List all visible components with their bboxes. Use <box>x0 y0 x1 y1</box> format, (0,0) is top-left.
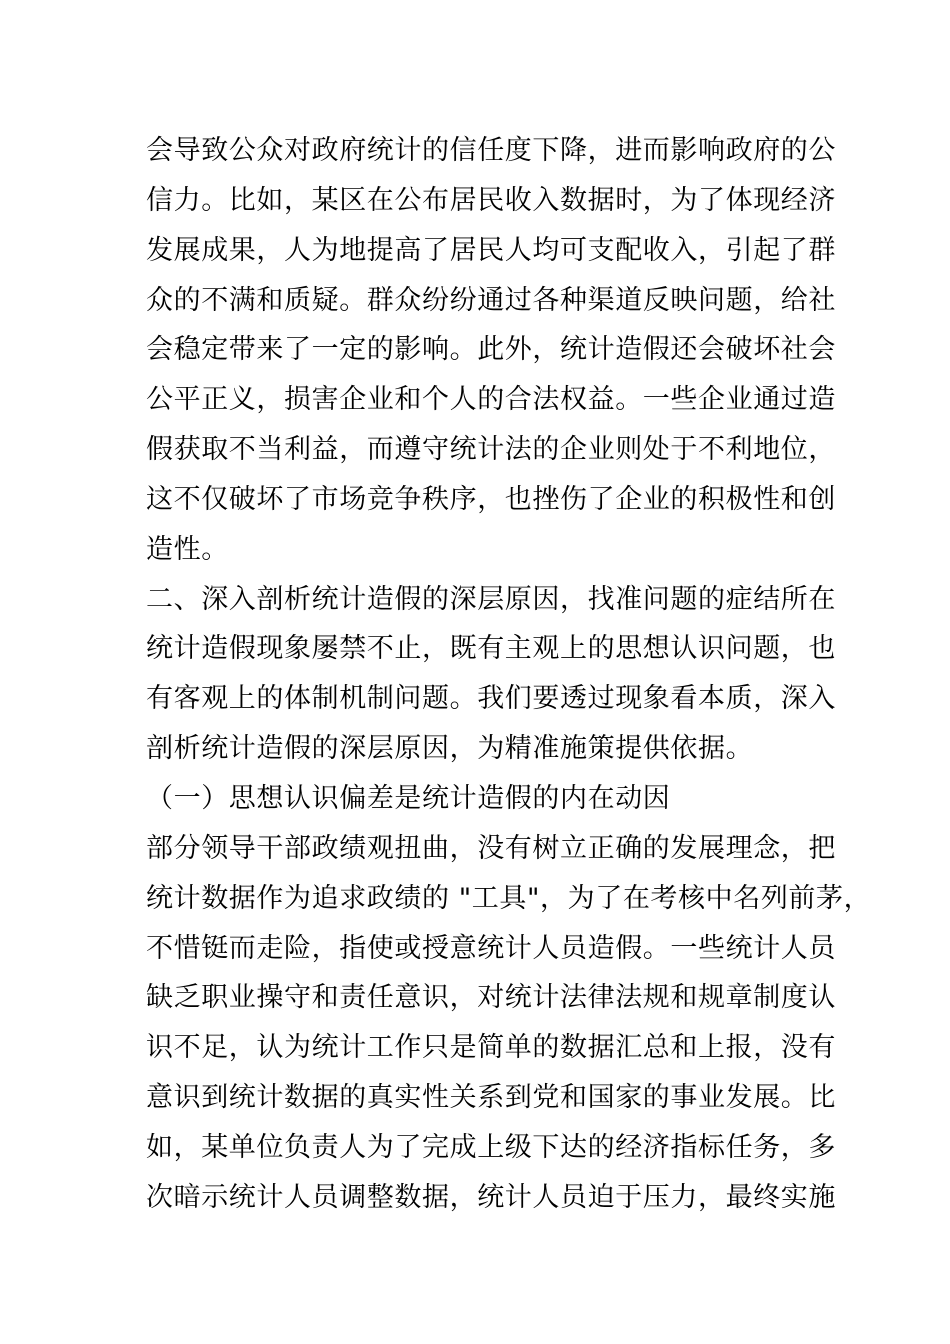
text-line: 有客观上的体制机制问题。我们要透过现象看本质，深入 <box>146 683 836 715</box>
text-line: 意识到统计数据的真实性关系到党和国家的事业发展。比 <box>146 1082 836 1114</box>
subsection-heading: （一）思想认识偏差是统计造假的内在动因 <box>146 782 671 814</box>
document-body <box>146 126 872 1223</box>
text-line: 会导致公众对政府统计的信任度下降，进而影响政府的公 <box>146 135 836 166</box>
text-line: 公平正义，损害企业和个人的合法权益。一些企业通过造 <box>146 384 836 416</box>
text-line: 不惜铤而走险，指使或授意统计人员造假。一些统计人员 <box>146 932 836 964</box>
text-line: 造性。 <box>146 533 229 565</box>
text-line: 假获取不当利益，而遵守统计法的企业则处于不利地位， <box>146 434 836 466</box>
text-line: 这不仅破坏了市场竞争秩序，也挫伤了企业的积极性和创 <box>146 483 836 515</box>
text-line: 信力。比如，某区在公布居民收入数据时，为了体现经济 <box>146 184 836 216</box>
text-line: 次暗示统计人员调整数据，统计人员迫于压力，最终实施 <box>146 1181 836 1213</box>
text-line: 识不足，认为统计工作只是简单的数据汇总和上报，没有 <box>146 1032 836 1064</box>
text-line: 部分领导干部政绩观扭曲，没有树立正确的发展理念，把 <box>146 832 836 864</box>
text-line: 缺乏职业操守和责任意识，对统计法律法规和规章制度认 <box>146 982 836 1014</box>
text-line: 统计造假现象屡禁不止，既有主观上的思想认识问题，也 <box>146 633 836 665</box>
text-line: 剖析统计造假的深层原因，为精准施策提供依据。 <box>146 733 754 765</box>
section-heading: 二、深入剖析统计造假的深层原因，找准问题的症结所在 <box>146 583 836 615</box>
text-line: 众的不满和质疑。群众纷纷通过各种渠道反映问题，给社 <box>146 284 836 316</box>
text-line: 发展成果，人为地提高了居民人均可支配收入，引起了群 <box>146 234 836 266</box>
text-line: 如，某单位负责人为了完成上级下达的经济指标任务，多 <box>146 1131 836 1163</box>
text-line: 会稳定带来了一定的影响。此外，统计造假还会破坏社会 <box>146 334 836 366</box>
text-line: 统计数据作为追求政绩的 "工具"，为了在考核中名列前茅， <box>146 882 872 914</box>
